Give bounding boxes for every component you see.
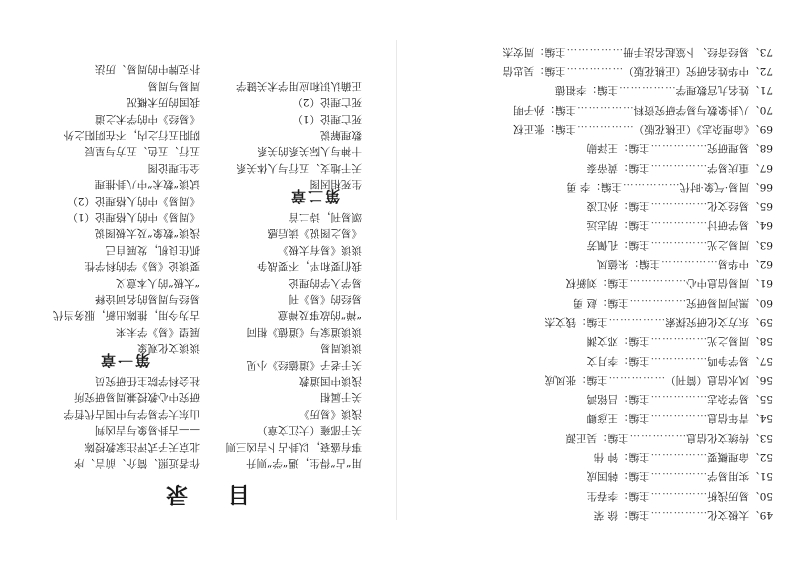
toc-title: 目录 <box>125 481 250 507</box>
entry-number: 54 <box>759 412 773 425</box>
entry-title: 周易信息中心 <box>686 277 750 290</box>
toc-entry: 59、东方文化研究探索……………主编：钱文杰 <box>544 316 773 328</box>
toc-line: 关于属相 <box>320 391 362 404</box>
entry-title: 中华姓名研究（正桃花版） <box>623 65 750 78</box>
toc-line: 正确认识和应用学术关键学 <box>236 79 362 92</box>
toc-line: 研究中心教授兼周易研究所 <box>74 391 200 404</box>
entry-title: 实用易学 <box>707 470 750 483</box>
toc-line: 北京天子式评注家教授陈 <box>84 440 200 453</box>
toc-line: 扑克牌中的周易、历法 <box>95 63 200 76</box>
entry-editor: 胡志远 <box>586 219 619 232</box>
toc-line: “太极”的人本意义 <box>115 276 200 289</box>
toc-line: 全生理论图 <box>147 161 200 174</box>
entry-editor: 吕铭鸿 <box>586 393 619 406</box>
toc-entry: 54、青年信息……………主编：王彦卿 <box>586 412 773 425</box>
chapter-heading: 第二章 <box>288 186 340 205</box>
toc-line: 生死相因图 <box>309 178 362 191</box>
toc-line: 谈谈道家与《道德》相同 <box>246 325 362 338</box>
toc-line: 颂易刊，诗二首 <box>288 211 362 223</box>
toc-line: 《易经》中的学术之道 <box>95 112 200 125</box>
entry-role: 主编 <box>600 180 622 193</box>
toc-entry: 73、易经奇经、卜筮起名法手册……………主编：周安杰 <box>502 45 773 58</box>
entry-number: 58 <box>759 335 773 348</box>
entry-role: 主编 <box>607 296 629 309</box>
entry-role: 主编 <box>628 335 650 348</box>
entry-editor: 周安杰 <box>502 45 535 58</box>
entry-number: 66 <box>759 180 773 193</box>
toc-line: 易经的《易》刊 <box>288 293 362 305</box>
entry-title: 易历浅析 <box>707 489 750 502</box>
toc-entry: 57、易学争鸣……………主编：李月文 <box>586 354 773 367</box>
entry-number: 55 <box>759 393 773 406</box>
right-page-rotated-content <box>400 0 793 561</box>
entry-editor: 孔佩芳 <box>586 238 619 251</box>
entry-role: 主编 <box>628 161 650 174</box>
toc-entry: 62、中华易……………主编：朱德凤 <box>597 258 773 271</box>
toc-entry: 49、太极文化……………主编：徐 荣 <box>593 509 773 521</box>
entry-title: 重庆易学 <box>707 161 750 174</box>
toc-line: 浅谈《易历》 <box>299 407 362 420</box>
entry-editor: 韩国成 <box>586 470 619 483</box>
entry-title: 易学争鸣 <box>707 354 750 367</box>
toc-line: “禅”的故事及禅意 <box>277 309 362 322</box>
toc-line: 十神与人际关系的关系 <box>257 145 362 158</box>
entry-number: 70 <box>759 103 773 116</box>
entry-title: 易学杂志 <box>707 393 750 406</box>
toc-line: 谈谈《易有太极》 <box>278 243 362 256</box>
toc-line: 浅谈“数象”及太极图说 <box>94 227 200 240</box>
toc-line: 我国的历术概况 <box>126 96 200 109</box>
entry-editor: 张凤成 <box>544 373 577 386</box>
entry-role: 主编 <box>597 84 619 97</box>
entry-title: 易经文化 <box>707 200 750 213</box>
entry-title: 八卦象数与易学研究资料 <box>633 103 750 116</box>
toc-line: 《周易》中的人格理论（1） <box>67 211 200 223</box>
entry-number: 69 <box>759 123 773 135</box>
entry-editor: 刘新权 <box>565 277 598 290</box>
toc-line: ——古卦易象与吉凶判 <box>95 424 200 437</box>
entry-title: 东方文化研究探索 <box>665 316 750 328</box>
entry-title: 易学研讨 <box>707 219 750 232</box>
toc-line: 作者近照、简介、前言、序 <box>74 457 200 469</box>
entry-role: 主编 <box>628 470 650 483</box>
entry-number: 61 <box>759 277 773 290</box>
entry-role: 主编 <box>607 277 629 290</box>
toc-entry: 65、易经文化……………主编：孙江凌 <box>586 200 773 213</box>
toc-line: 事有盛衰，以卦占卜吉凶三则 <box>225 440 362 453</box>
toc-line: 用“占”得生，遇“学”则升 <box>246 457 362 469</box>
toc-line: 要谈论《易》学的科学性 <box>84 260 200 273</box>
toc-entry: 63、周易之光……………主编：孔佩芳 <box>586 238 773 251</box>
toc-entry: 72、中华姓名研究（正桃花版）……………主编：吴忠信 <box>502 65 773 78</box>
page-gutter <box>396 40 397 520</box>
toc-entry: 51、实用易学……………主编：韩国成 <box>586 470 773 483</box>
toc-line: 我们要和平，不要战争 <box>257 260 362 273</box>
entry-number: 57 <box>759 354 773 367</box>
entry-number: 73 <box>759 45 773 58</box>
entry-editor: 张正权 <box>513 123 545 135</box>
toc-line: 古为今用，推陈出新，服务当代 <box>53 309 200 322</box>
entry-editor: 李月文 <box>586 354 619 367</box>
entry-number: 63 <box>759 238 773 251</box>
entry-title: 周易之光 <box>707 335 750 348</box>
toc-entry: 56、风水信息（简刊）……………主编：张凤成 <box>544 373 773 386</box>
entry-number: 68 <box>759 142 773 155</box>
entry-editor: 吴正源 <box>565 431 598 444</box>
toc-line: 社会科学院主任研究员 <box>95 375 200 387</box>
toc-line: 《周易》中的人格理论（2） <box>67 194 200 207</box>
toc-entry: 71、姓名九宫数理学……………主编：李祖德 <box>555 84 773 97</box>
entry-title: 《命理杂志》（正桃花版） <box>633 123 750 135</box>
toc-line: 死亡理论（1） <box>292 112 362 125</box>
entry-number: 67 <box>759 161 773 174</box>
toc-line: 山东大学易学与中国古代哲学 <box>63 407 200 420</box>
entry-title: 中华易 <box>717 258 750 271</box>
toc-entry: 68、易理研究……………主编：王泽勋 <box>586 142 773 155</box>
chapter-heading: 第一章 <box>98 350 150 369</box>
entry-editor: 赵 勇 <box>572 296 598 309</box>
entry-editor: 邓文渊 <box>586 335 619 348</box>
entry-editor: 王泽勋 <box>586 142 619 155</box>
entry-editor: 孙江凌 <box>586 200 619 213</box>
toc-entry: 52、命理概要……………主编：钟 伟 <box>593 451 773 464</box>
entry-number: 50 <box>759 489 773 502</box>
entry-role: 主编 <box>555 103 577 116</box>
entry-role: 主编 <box>544 65 566 78</box>
entry-editor: 钱文杰 <box>544 316 577 328</box>
toc-line: 关于邵雍（大江文章） <box>257 424 362 437</box>
entry-number: 72 <box>759 65 773 78</box>
entry-editor: 李 勇 <box>566 180 591 193</box>
toc-line: 易学入学的理论 <box>288 276 362 289</box>
entry-role: 主编 <box>628 219 650 232</box>
toc-line: 五行、五色、五方与星辰 <box>84 145 200 158</box>
entry-role: 主编 <box>628 200 650 213</box>
entry-number: 52 <box>759 451 773 464</box>
entry-title: 传统文化信息 <box>686 431 750 444</box>
entry-role: 主编 <box>628 412 650 425</box>
entry-role: 主编 <box>555 123 577 135</box>
entry-number: 65 <box>759 200 773 213</box>
toc-line: 数理解说 <box>320 129 362 141</box>
entry-role: 主编 <box>607 431 629 444</box>
entry-role: 主编 <box>544 45 566 58</box>
toc-line: 抓住良机，发展自己 <box>105 243 200 256</box>
toc-entry: 70、八卦象数与易学研究资料……………主编：孙子明 <box>513 103 773 116</box>
toc-line: 周易与周易 <box>147 79 200 92</box>
entry-title: 周易·气象·时代 <box>679 180 750 193</box>
toc-entry: 60、黑河周易研究……………主编：赵 勇 <box>572 296 773 309</box>
toc-line: 阴阳五行之内，不在阴阳之外 <box>63 129 200 141</box>
entry-editor: 朱德凤 <box>597 258 629 271</box>
toc-line: 《易之图说》读后感 <box>267 227 362 240</box>
entry-editor: 吴忠信 <box>502 65 535 78</box>
entry-editor: 钟 伟 <box>593 451 619 464</box>
entry-number: 62 <box>759 258 773 271</box>
entry-role: 主编 <box>628 393 650 406</box>
toc-entry: 53、传统文化信息……………主编：吴正源 <box>565 431 773 444</box>
entry-role: 主编 <box>586 373 608 386</box>
entry-role: 主编 <box>628 489 650 502</box>
entry-role: 主编 <box>628 451 650 464</box>
entry-number: 60 <box>759 296 773 309</box>
entry-title: 命理概要 <box>707 451 750 464</box>
entry-title: 青年信息 <box>707 412 750 425</box>
entry-title: 太极文化 <box>707 509 750 521</box>
entry-number: 71 <box>759 84 773 97</box>
entry-role: 主编 <box>586 316 608 328</box>
entry-number: 59 <box>759 316 773 328</box>
entry-number: 56 <box>759 373 773 386</box>
toc-entry: 61、周易信息中心……………主编：刘新权 <box>565 277 773 290</box>
toc-line: 关于老子《道德经》小见 <box>246 358 362 371</box>
entry-number: 53 <box>759 431 773 444</box>
entry-role: 主编 <box>628 509 650 521</box>
toc-line: 谈谈周易 <box>320 342 362 355</box>
entry-editor: 徐 荣 <box>593 509 619 521</box>
toc-entry: 66、周易·气象·时代……………主编：李 勇 <box>566 180 773 193</box>
right-page-toc <box>400 0 793 561</box>
entry-title: 姓名九宫数理学 <box>675 84 750 97</box>
toc-entry: 69、《命理杂志》（正桃花版）……………主编：张正权 <box>513 123 773 135</box>
toc-line: 死亡理论（2） <box>292 96 362 109</box>
toc-entry: 64、易学研讨……………主编：胡志远 <box>586 219 773 232</box>
toc-line: 天干地支、五行与人体关系 <box>236 161 362 174</box>
toc-line: 谈谈文化观象 <box>137 342 200 355</box>
entry-number: 49 <box>759 509 773 521</box>
entry-number: 64 <box>759 219 773 232</box>
entry-editor: 李春生 <box>586 489 619 502</box>
entry-role: 主编 <box>628 142 650 155</box>
entry-title: 易经奇经、卜筮起名法手册 <box>623 45 750 58</box>
toc-line: 易经与周易的名词诠释 <box>95 293 200 305</box>
toc-line: 展望《易》学未来 <box>116 325 200 338</box>
toc-line: 试谈“数术”中八卦推理 <box>94 178 200 191</box>
toc-entry: 50、易历浅析……………主编：李春生 <box>586 489 773 502</box>
entry-number: 51 <box>759 470 773 483</box>
entry-role: 主编 <box>639 258 661 271</box>
entry-editor: 王彦卿 <box>586 412 619 425</box>
entry-editor: 李祖德 <box>555 84 587 97</box>
toc-line: 浅谈中国道教 <box>299 375 362 387</box>
entry-title: 风水信息（简刊） <box>665 373 750 386</box>
entry-role: 主编 <box>628 238 650 251</box>
toc-entry: 67、重庆易学……………主编：黄帝泰 <box>586 161 773 174</box>
entry-editor: 黄帝泰 <box>586 161 619 174</box>
toc-entry: 58、周易之光……………主编：邓文渊 <box>586 335 773 348</box>
entry-editor: 孙子明 <box>513 103 545 116</box>
entry-title: 易理研究 <box>707 142 750 155</box>
entry-title: 周易之光 <box>707 238 750 251</box>
entry-role: 主编 <box>628 354 650 367</box>
entry-title: 黑河周易研究 <box>686 296 750 309</box>
toc-entry: 55、易学杂志……………主编：吕铭鸿 <box>586 393 773 406</box>
